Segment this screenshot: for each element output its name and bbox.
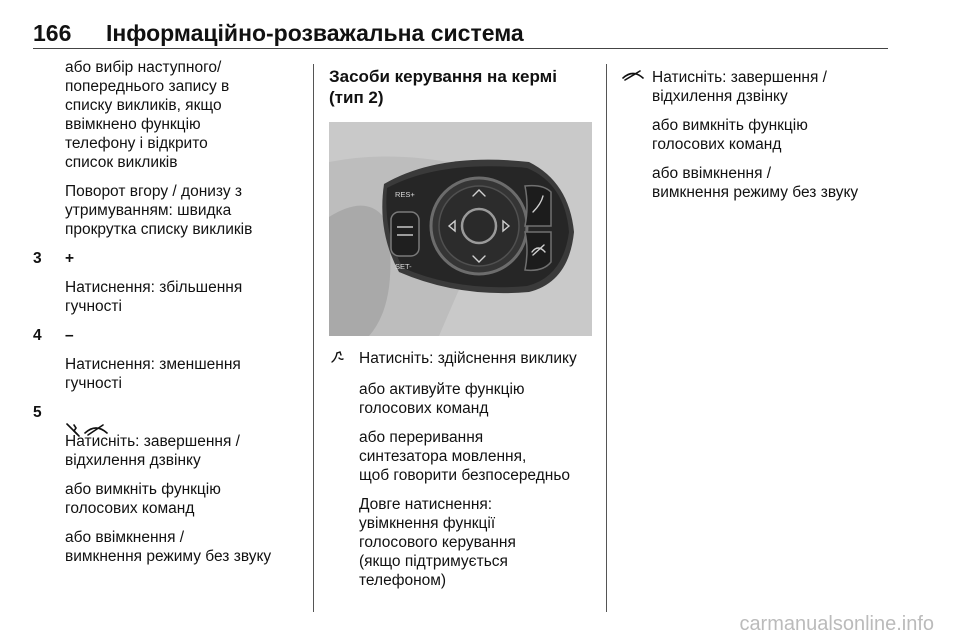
paragraph: Натисніть: здійснення виклику [359,350,577,367]
column-divider-1 [313,64,314,612]
paragraph: Натисніть: завершення / відхилення дзвінку [652,69,827,105]
column-1 [33,58,305,576]
column-divider-2 [606,64,607,612]
list-item-3 [33,249,305,316]
paragraph: або активуйте функцію голосових команд [359,381,525,417]
item-text: або вимкніть функцію голосових команд [65,481,221,517]
paragraph: або вибір наступного/ попереднього запису в списку викликів, якщо ввімкнено функцію телефону і відкрито список викликів [65,59,230,171]
header-rule [33,48,888,49]
call-button-row [329,349,597,370]
list-item-5 [33,403,305,566]
steering-wheel-figure [329,122,592,336]
page-number: 166 [33,20,72,46]
hangup-icon [622,68,644,82]
item-symbol: + [65,250,75,267]
item-number: 4 [33,327,42,344]
item-number: 3 [33,250,42,267]
paragraph: або вимкніть функцію голосових команд [652,117,808,153]
voice-command-icon [329,349,345,365]
item-text: Натисніть: завершення / відхилення дзвінку [65,433,240,469]
page-title: Інформаційно-розважальна система [106,20,524,46]
item-text: або ввімкнення / вимкнення режиму без звуку [65,529,272,565]
set-label: SET- [395,262,412,271]
watermark: carmanualsonline.info [739,613,934,635]
item-symbol: – [65,327,74,344]
list-item-4 [33,326,305,393]
item-icons [65,403,305,422]
res-label: RES+ [395,190,415,199]
paragraph: Поворот вгору / донизу з утримуванням: швидка прокрутка списку викликів [65,183,253,238]
item-text: Натиснення: збільшення гучності [65,279,243,315]
paragraph: Довге натиснення: увімкнення функції голосового керування (якщо підтримується телефоном) [359,496,516,589]
section-heading: Засоби керування на кермі (тип 2) [329,67,557,107]
item-text: Натиснення: зменшення гучності [65,356,241,392]
item-number: 5 [33,404,42,421]
paragraph: або переривання синтезатора мовлення, щоб говорити безпосередньо [359,429,571,484]
paragraph: або ввімкнення / вимкнення режиму без звуку [652,165,859,201]
steering-wheel-controls-image [329,122,592,336]
hangup-button-row [622,68,912,106]
column-3 [622,68,912,212]
page-header [0,0,960,52]
column-2 [329,66,597,600]
